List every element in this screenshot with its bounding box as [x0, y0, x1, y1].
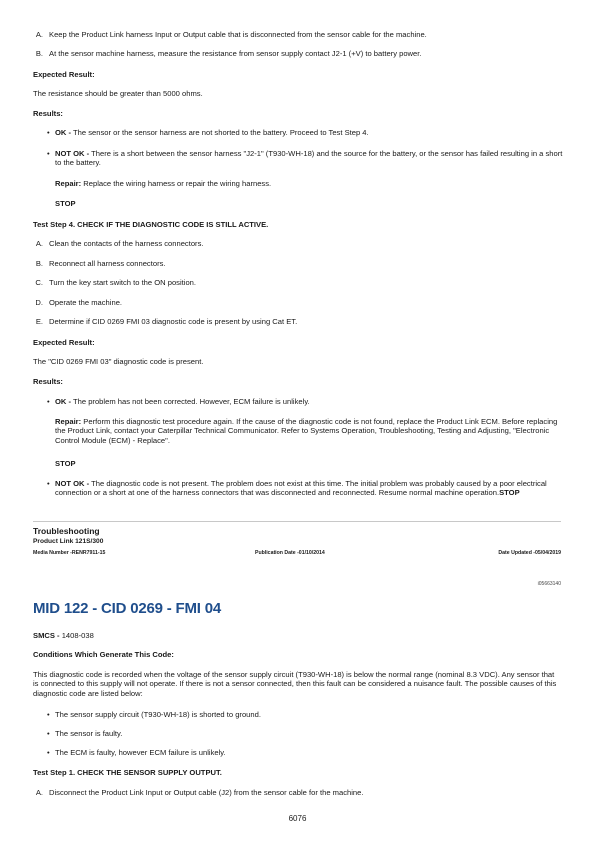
results-heading: Results:	[33, 109, 63, 118]
ok-text: The problem has not been corrected. However, ECM failure is unlikely.	[73, 397, 310, 406]
ok-text: The sensor or the sensor harness are not shorted to the battery. Proceed to Test Step 4.	[73, 128, 369, 137]
cause-text: The sensor supply circuit (T930-WH-18) is shorted to ground.	[55, 710, 261, 719]
step-letter: A.	[35, 30, 43, 39]
conditions-text: This diagnostic code is recorded when the voltage of the sensor supply circuit (T930-WH-18) is below the normal range (nominal 8.3 VDC). Any sensor that is connected to this supply will not operate. If there is not a sensor connected, then this fault can be considered a nuisance fault. The possible causes of this diagnostic code are listed below:	[33, 670, 557, 698]
step-text: Operate the machine.	[49, 298, 123, 307]
cause-text: The sensor is faulty.	[55, 729, 123, 738]
repair-text: Replace the wiring harness or repair the wiring harness.	[83, 179, 272, 188]
step-text: Keep the Product Link harness Input or Output cable that is disconnected from the sensor cable for the machine.	[49, 30, 427, 39]
step-text: Clean the contacts of the harness connectors.	[49, 239, 204, 248]
date-updated: Date Updated -05/04/2019	[498, 550, 561, 556]
smcs-value: 1408-038	[61, 631, 94, 640]
step-letter: C.	[35, 278, 43, 287]
step-text: Turn the key start switch to the ON position.	[49, 278, 197, 287]
bullet-icon: •	[47, 479, 50, 488]
stop-label: STOP	[55, 199, 76, 208]
publication-date: Publication Date -01/10/2014	[255, 550, 325, 556]
conditions-heading: Conditions Which Generate This Code:	[33, 650, 174, 659]
repair-note	[55, 179, 565, 188]
stop-label: STOP	[55, 459, 76, 468]
step-letter: B.	[35, 259, 43, 268]
ok-label: OK -	[55, 128, 72, 137]
media-number: Media Number -RENR7911-15	[33, 550, 106, 556]
page-number: 6076	[288, 814, 307, 823]
repair-text: Perform this diagnostic test procedure again. If the cause of the diagnostic code is not found, replace the Product Link ECM. Before replacing the Product Link, contact your Caterpillar Technical Communicator. Refer to Systems Operation, Troubleshooting, Testing and Adjusting, "Electronic Control Module (ECM) - Replace".	[55, 417, 558, 445]
step-text: Reconnect all harness connectors.	[49, 259, 166, 268]
step-letter: E.	[35, 317, 43, 326]
step-letter: A.	[35, 239, 43, 248]
repair-label: Repair:	[55, 179, 82, 188]
step-text: Determine if CID 0269 FMI 03 diagnostic code is present by using Cat ET.	[49, 317, 298, 326]
step-text: Disconnect the Product Link Input or Output cable (J2) from the sensor cable for the machine.	[49, 788, 364, 797]
section-title: MID 122 - CID 0269 - FMI 04	[33, 600, 221, 617]
results-heading: Results:	[33, 377, 63, 386]
expected-result-heading: Expected Result:	[33, 338, 95, 347]
doc-title: Troubleshooting	[33, 526, 100, 536]
not-ok-text: The diagnostic code is not present. The problem does not exist at this time. The initial problem was probably caused by a poor electrical connection or a short at one of the harness connectors that was disconnected and reconnected. Resume normal machine operation.	[55, 479, 547, 498]
test-step-1-heading: Test Step 1. CHECK THE SENSOR SUPPLY OUTPUT.	[33, 768, 222, 777]
step-letter: A.	[35, 788, 43, 797]
step-letter: B.	[35, 49, 43, 58]
bullet-icon: •	[47, 710, 50, 719]
step-letter: D.	[35, 298, 43, 307]
bullet-icon: •	[47, 748, 50, 757]
expected-result-text: The resistance should be greater than 5000 ohms.	[33, 89, 203, 98]
not-ok-label: NOT OK -	[55, 479, 90, 488]
bullet-icon: •	[47, 128, 50, 137]
repair-label: Repair:	[55, 417, 82, 426]
expected-result-text: The "CID 0269 FMI 03" diagnostic code is present.	[33, 357, 204, 366]
step-text: At the sensor machine harness, measure the resistance from sensor supply contact J2-1 (+V) to battery power.	[49, 49, 422, 58]
smcs-line	[33, 631, 94, 640]
test-step-4-heading: Test Step 4. CHECK IF THE DIAGNOSTIC CODE IS STILL ACTIVE.	[33, 220, 269, 229]
smcs-label: SMCS -	[33, 631, 60, 640]
cause-text: The ECM is faulty, however ECM failure is unlikely.	[55, 748, 226, 757]
doc-subtitle: Product Link 121S/300	[33, 538, 104, 545]
ok-label: OK -	[55, 397, 72, 406]
not-ok-text: There is a short between the sensor harness "J2-1" (T930-WH-18) and the source for the battery, or the sensor has failed resulting in a short to the battery.	[55, 149, 563, 168]
doc-id: i05663140	[537, 581, 561, 587]
divider	[33, 521, 561, 522]
bullet-icon: •	[47, 397, 50, 406]
not-ok-label: NOT OK -	[55, 149, 90, 158]
bullet-icon: •	[47, 729, 50, 738]
expected-result-heading: Expected Result:	[33, 70, 95, 79]
stop-label: STOP	[499, 488, 520, 498]
bullet-icon: •	[47, 149, 50, 158]
repair-note	[55, 417, 565, 445]
